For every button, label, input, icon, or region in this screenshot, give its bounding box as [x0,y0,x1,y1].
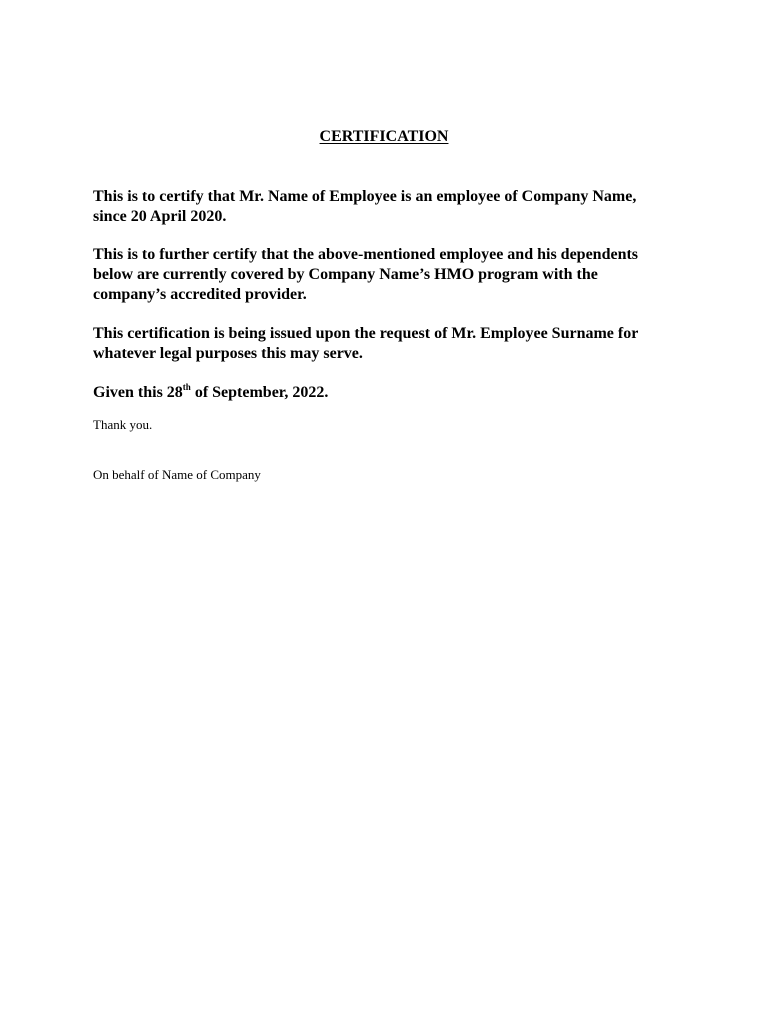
given-date-prefix: Given this 28 [93,384,183,401]
signoff-line: On behalf of Name of Company [93,467,261,482]
closing-line: Thank you. [93,417,153,432]
given-date-ordinal: th [182,382,191,392]
given-date-line [93,383,653,403]
employment-paragraph: This is to certify that Mr. Name of Employee is an employee of Company Name, since 20 April 2020. [93,188,637,225]
document-title: CERTIFICATION [319,128,449,145]
purpose-paragraph: This certification is being issued upon the request of Mr. Employee Surname for whatever legal purposes this may serve. [93,325,639,362]
given-date-suffix: of September, 2022. [190,384,329,401]
hmo-coverage-paragraph: This is to further certify that the above-mentioned employee and his dependents below are currently covered by Company Name’s HMO program with the company’s accredited provider. [93,246,639,303]
